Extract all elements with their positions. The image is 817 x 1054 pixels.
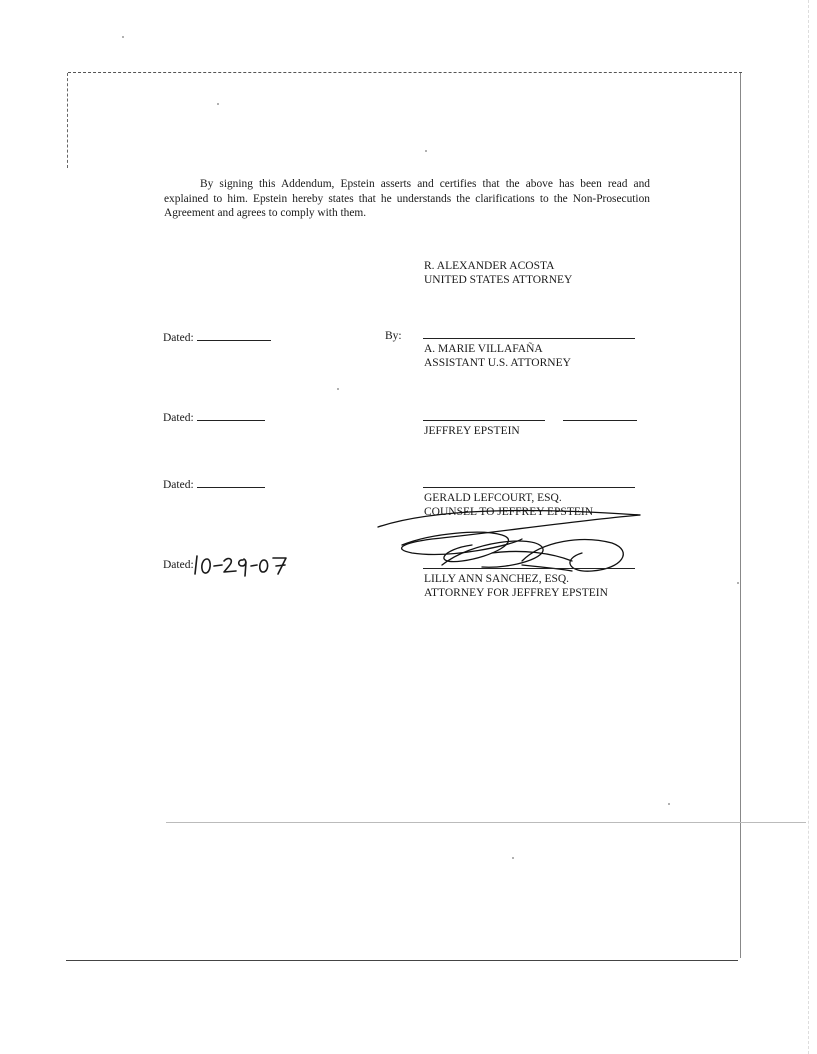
scan-speck bbox=[217, 103, 219, 105]
signer-title: ATTORNEY FOR JEFFREY EPSTEIN bbox=[424, 587, 608, 599]
signature-line bbox=[423, 487, 635, 488]
handwritten-date bbox=[193, 550, 289, 578]
signature-line bbox=[563, 420, 637, 421]
us-attorney-name: R. ALEXANDER ACOSTA bbox=[424, 260, 555, 272]
signature-line bbox=[423, 338, 635, 339]
scan-speck bbox=[737, 582, 739, 584]
scan-border-top bbox=[68, 72, 742, 73]
scan-border-bottom bbox=[66, 960, 738, 961]
scan-speck bbox=[512, 857, 514, 859]
dated-field-3 bbox=[163, 477, 265, 492]
signer-name: JEFFREY EPSTEIN bbox=[424, 425, 520, 437]
scan-speck bbox=[668, 803, 670, 805]
dated-blank-line bbox=[197, 330, 271, 341]
dated-field-1 bbox=[163, 330, 271, 345]
scan-speck bbox=[122, 36, 124, 38]
scan-speck bbox=[425, 150, 427, 152]
dated-blank-line bbox=[197, 477, 265, 488]
addendum-paragraph-text: By signing this Addendum, Epstein asserts and certifies that the above has been read and explained to him. Epstein hereby states that he understands the clarifications to the Non-Prosecution Agreement and agrees to comply with them. bbox=[164, 178, 650, 220]
dated-field-2 bbox=[163, 410, 265, 425]
scan-border-left bbox=[67, 73, 68, 168]
dated-label: Dated: bbox=[163, 332, 194, 344]
scan-rule-lower bbox=[166, 822, 806, 823]
signature-line bbox=[423, 420, 545, 421]
addendum-paragraph bbox=[164, 177, 650, 221]
dated-label: Dated: bbox=[163, 412, 194, 424]
scan-border-right bbox=[740, 73, 741, 958]
dated-blank-line bbox=[197, 410, 265, 421]
us-attorney-title: UNITED STATES ATTORNEY bbox=[424, 274, 573, 286]
scan-edge-right bbox=[808, 0, 809, 1054]
by-label: By: bbox=[385, 330, 402, 342]
dated-label: Dated: bbox=[163, 559, 194, 571]
signer-name: A. MARIE VILLAFAÑA bbox=[424, 343, 543, 355]
dated-label: Dated: bbox=[163, 479, 194, 491]
signature-line bbox=[423, 568, 635, 569]
dated-field-4 bbox=[163, 558, 194, 572]
signer-name: LILLY ANN SANCHEZ, ESQ. bbox=[424, 573, 570, 585]
signer-title: COUNSEL TO JEFFREY EPSTEIN bbox=[424, 506, 594, 518]
signer-name: GERALD LEFCOURT, ESQ. bbox=[424, 492, 562, 504]
scan-speck bbox=[337, 388, 339, 390]
signer-title: ASSISTANT U.S. ATTORNEY bbox=[424, 357, 571, 369]
